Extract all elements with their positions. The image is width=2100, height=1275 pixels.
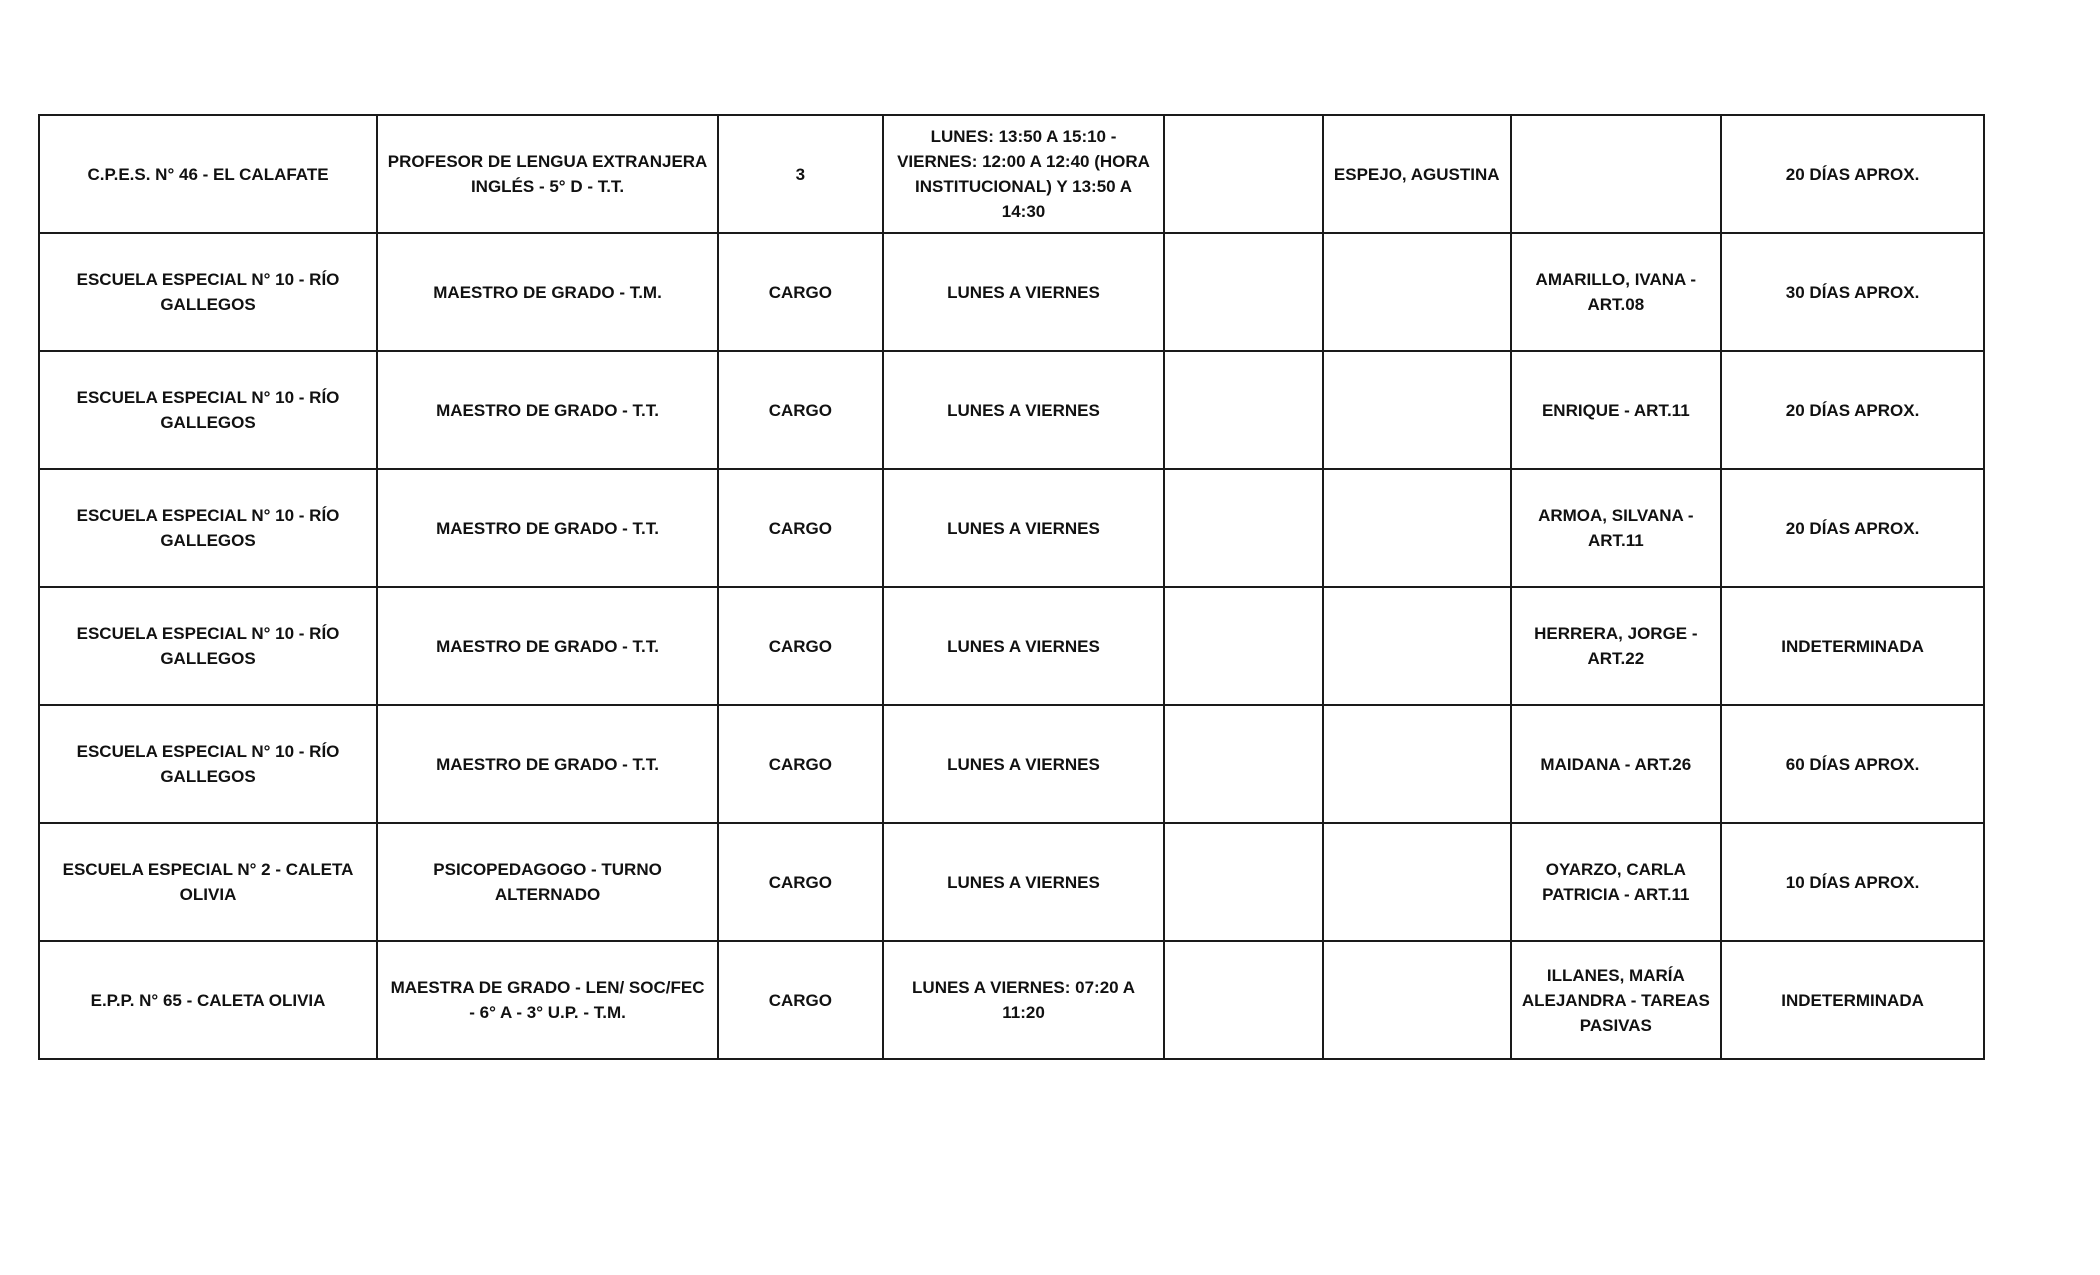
substitute-cell: ESPEJO, AGUSTINA [1323,115,1511,233]
school-cell: ESCUELA ESPECIAL N° 10 - RÍO GALLEGOS [39,705,377,823]
duration-cell: 10 DÍAS APROX. [1721,823,1984,941]
hours-cell: CARGO [718,587,883,705]
holder-cell: HERRERA, JORGE - ART.22 [1511,587,1722,705]
school-cell: ESCUELA ESPECIAL N° 10 - RÍO GALLEGOS [39,233,377,351]
position-cell: MAESTRA DE GRADO - LEN/ SOC/FEC - 6° A - 3° U.P. - T.M. [377,941,718,1059]
substitute-cell [1323,705,1511,823]
position-cell: MAESTRO DE GRADO - T.T. [377,469,718,587]
table-row [39,351,1984,469]
duration-cell: 20 DÍAS APROX. [1721,115,1984,233]
holder-cell [1511,115,1722,233]
holder-cell: OYARZO, CARLA PATRICIA - ART.11 [1511,823,1722,941]
holder-cell: ARMOA, SILVANA - ART.11 [1511,469,1722,587]
duration-cell: 30 DÍAS APROX. [1721,233,1984,351]
substitute-cell [1323,351,1511,469]
hours-cell: CARGO [718,233,883,351]
schedule-cell: LUNES A VIERNES [883,823,1165,941]
hours-cell: CARGO [718,469,883,587]
school-cell: ESCUELA ESPECIAL N° 10 - RÍO GALLEGOS [39,351,377,469]
blank-cell [1164,705,1322,823]
substitute-cell [1323,587,1511,705]
blank-cell [1164,941,1322,1059]
duration-cell: INDETERMINADA [1721,941,1984,1059]
school-cell: C.P.E.S. N° 46 - EL CALAFATE [39,115,377,233]
blank-cell [1164,115,1322,233]
hours-cell: 3 [718,115,883,233]
vacancies-table [38,114,1985,1060]
hours-cell: CARGO [718,823,883,941]
position-cell: MAESTRO DE GRADO - T.M. [377,233,718,351]
duration-cell: INDETERMINADA [1721,587,1984,705]
schedule-cell: LUNES: 13:50 A 15:10 - VIERNES: 12:00 A 12:40 (HORA INSTITUCIONAL) Y 13:50 A 14:30 [883,115,1165,233]
substitute-cell [1323,233,1511,351]
duration-cell: 60 DÍAS APROX. [1721,705,1984,823]
duration-cell: 20 DÍAS APROX. [1721,351,1984,469]
substitute-cell [1323,823,1511,941]
school-cell: ESCUELA ESPECIAL N° 10 - RÍO GALLEGOS [39,469,377,587]
schedule-cell: LUNES A VIERNES [883,351,1165,469]
school-cell: E.P.P. N° 65 - CALETA OLIVIA [39,941,377,1059]
blank-cell [1164,351,1322,469]
table-row [39,233,1984,351]
position-cell: MAESTRO DE GRADO - T.T. [377,351,718,469]
schedule-cell: LUNES A VIERNES [883,587,1165,705]
position-cell: PSICOPEDAGOGO - TURNO ALTERNADO [377,823,718,941]
hours-cell: CARGO [718,941,883,1059]
table-row [39,469,1984,587]
schedule-cell: LUNES A VIERNES: 07:20 A 11:20 [883,941,1165,1059]
table-row [39,115,1984,233]
position-cell: MAESTRO DE GRADO - T.T. [377,587,718,705]
table-body [39,115,1984,1059]
table-row [39,823,1984,941]
schedule-cell: LUNES A VIERNES [883,469,1165,587]
position-cell: MAESTRO DE GRADO - T.T. [377,705,718,823]
position-cell: PROFESOR DE LENGUA EXTRANJERA INGLÉS - 5° D - T.T. [377,115,718,233]
table-row [39,705,1984,823]
holder-cell: ENRIQUE - ART.11 [1511,351,1722,469]
blank-cell [1164,587,1322,705]
blank-cell [1164,233,1322,351]
table-row [39,587,1984,705]
schedule-cell: LUNES A VIERNES [883,705,1165,823]
hours-cell: CARGO [718,705,883,823]
holder-cell: AMARILLO, IVANA - ART.08 [1511,233,1722,351]
holder-cell: MAIDANA - ART.26 [1511,705,1722,823]
blank-cell [1164,823,1322,941]
hours-cell: CARGO [718,351,883,469]
table-row [39,941,1984,1059]
school-cell: ESCUELA ESPECIAL N° 10 - RÍO GALLEGOS [39,587,377,705]
duration-cell: 20 DÍAS APROX. [1721,469,1984,587]
school-cell: ESCUELA ESPECIAL N° 2 - CALETA OLIVIA [39,823,377,941]
substitute-cell [1323,469,1511,587]
schedule-cell: LUNES A VIERNES [883,233,1165,351]
substitute-cell [1323,941,1511,1059]
holder-cell: ILLANES, MARÍA ALEJANDRA - TAREAS PASIVAS [1511,941,1722,1059]
blank-cell [1164,469,1322,587]
